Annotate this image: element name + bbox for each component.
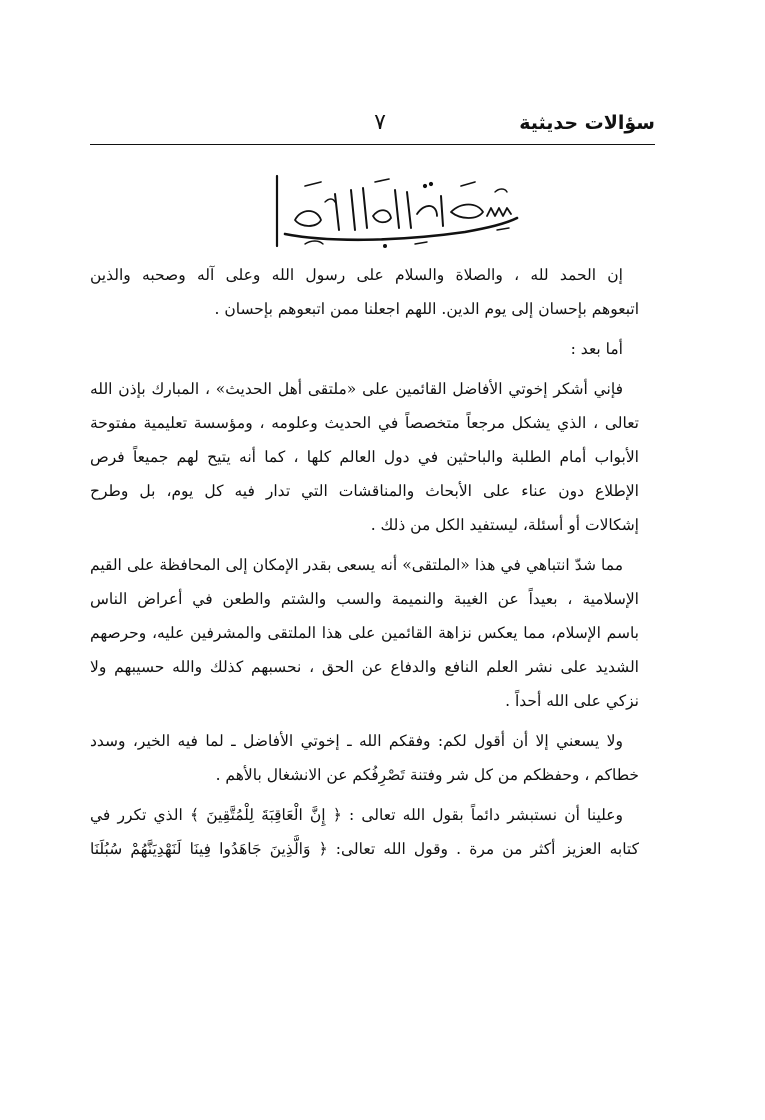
text-line: وعلينا أن نستبشر دائماً بقول الله تعالى : ﴿ إِنَّ الْعَاقِبَةَ لِلْمُتَّقِينَ ﴾ الذي تكرر في [90,806,623,824]
text-line: فإني أشكر إخوتي الأفاضل القائمين على «ملتقى أهل الحديث» ، المبارك بإذن الله [90,380,623,398]
text-line: اتبعوهم بإحسان إلى يوم الدين. اللهم اجعلنا ممن اتبعوهم بإحسان . [214,300,639,318]
text-line: إشكالات أو أسئلة، ليستفيد الكل من ذلك . [370,516,639,534]
text-line: تعالى ، الذي يشكل مرجعاً متخصصاً في الحديث وعلومه ، ومؤسسة تعليمية مفتوحة [90,414,639,432]
page-number: ٧ [374,110,386,135]
paragraph-thanks [90,372,655,542]
page-body [90,258,655,872]
text-line: أما بعد : [570,340,623,358]
text-line: مما شدّ انتباهي في هذا «الملتقى» أنه يسعى بقدر الإمكان إلى المحافظة على القيم [90,556,623,574]
text-line: خطاكم ، وحفظكم من كل شر وفتنة تَصْرِفُكم عن الانشغال بالأهم . [215,766,639,784]
basmala-calligraphy [265,172,525,254]
running-title: سؤالات حديثية [519,112,655,134]
paragraph-forum-values [90,548,655,718]
text-line: ولا يسعني إلا أن أقول لكم: وفقكم الله ـ إخوتي الأفاضل ـ لما فيه الخير، وسدد [90,732,623,750]
paragraph-amma-bad [90,332,655,366]
text-line: الإطلاع دون عناء على الأبحاث والمناقشات التي تدار فيه كل يوم، بل وطرح [90,482,639,500]
text-line: الشديد على نشر العلم النافع والدفاع عن الحق ، نحسبهم كذلك والله حسيبهم ولا [90,658,639,676]
text-line: الأبواب أمام الطلبة والباحثين في دول العالم كلها ، كما أنه يتيح لهم جميعاً فرص [90,448,639,466]
text-line: كتابه العزيز أكثر من مرة . وقول الله تعالى: ﴿ وَالَّذِينَ جَاهَدُوا فِينَا لَنَهْدِيَنَّهُمْ سُبُلَنَا [90,840,639,858]
text-line: باسم الإسلام، مما يعكس نزاهة القائمين على هذا الملتقى والمشرفين عليه، وحرصهم [90,624,639,642]
paragraph-opening [90,258,655,326]
page-header [90,108,655,145]
text-line: إن الحمد لله ، والصلاة والسلام على رسول الله وعلى آله وصحبه والذين [90,266,623,284]
paragraph-quran [90,798,655,866]
text-line: نزكي على الله أحداً . [505,692,639,710]
paragraph-prayer [90,724,655,792]
text-line: الإسلامية ، بعيداً عن الغيبة والنميمة والسب والشتم والطعن في أعراض الناس [90,590,639,608]
